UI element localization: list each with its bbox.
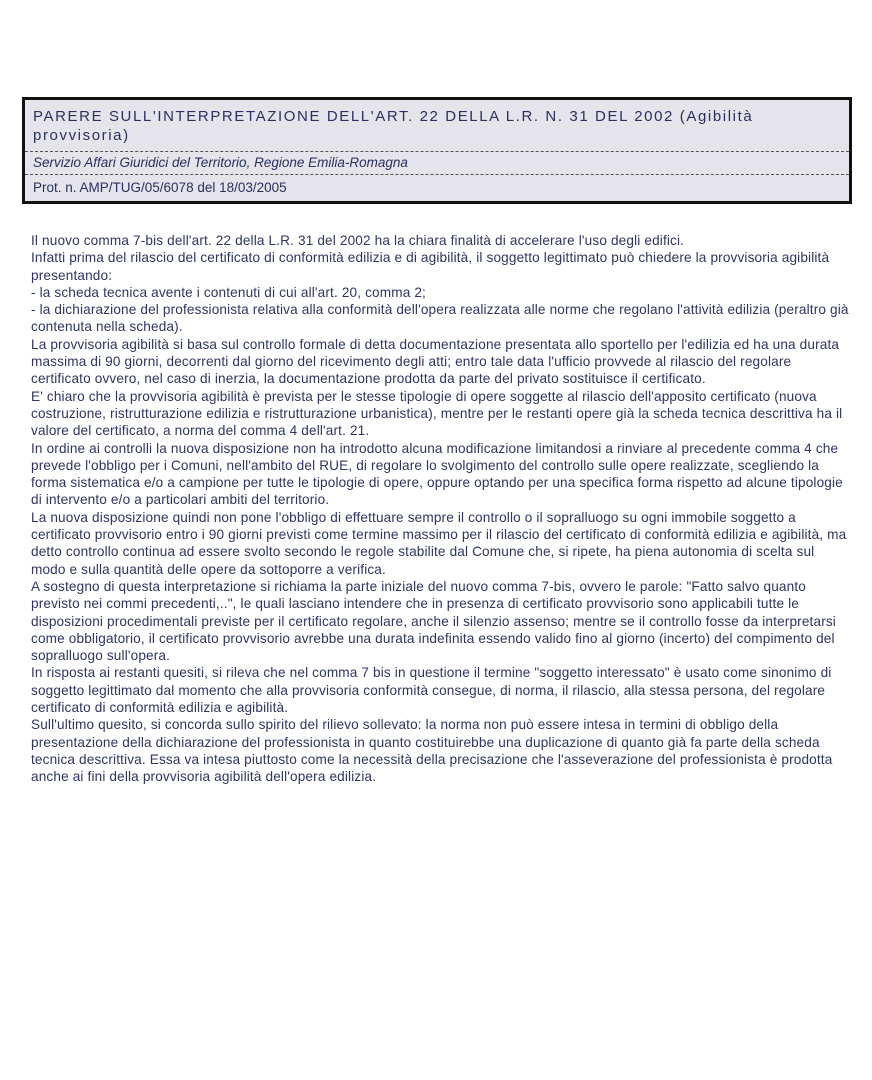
paragraph: Sull'ultimo quesito, si concorda sullo spirito del rilievo sollevato: la norma non può essere intesa in termini di obbligo della presentazione della dichiarazione del professionista in quanto costituirebbe una duplicazione di quanto già fa parte della scheda tecnica descrittiva. Essa va intesa piuttosto come la necessità della precisazione che l'asseverazione del professionista è prodotta anche ai fini della provvisoria agibilità dell'opera edilizia.: [31, 717, 833, 785]
paragraph: In risposta ai restanti quesiti, si rileva che nel comma 7 bis in questione il termine "soggetto interessato" è usato come sinonimo di soggetto legittimato dal momento che alla provvisoria conformità consegue, di norma, il rilascio, alla stessa persona, del regolare certificato di conformità edilizia e agibilità.: [31, 665, 832, 716]
paragraph: Il nuovo comma 7-bis dell'art. 22 della L.R. 31 del 2002 ha la chiara finalità di accelerare l'uso degli edifici.: [31, 233, 685, 248]
paragraph: In ordine ai controlli la nuova disposizione non ha introdotto alcuna modificazione limitandosi a rinviare al precedente comma 4 che prevede l'obbligo per i Comuni, nell'ambito del RUE, di regolare lo svolgimento del controllo sulle opere realizzate, scegliendo la forma sistematica e/o a campione per tutte le tipologie di opere, oppure optando per una specifica forma rispetto ad alcune tipologie di intervento e/o a particolari ambiti del territorio.: [31, 440, 843, 508]
paragraph: E' chiaro che la provvisoria agibilità è prevista per le stesse tipologie di opere soggette al rilascio dell'apposito certificato (nuova costruzione, ristrutturazione edilizia e ristrutturazione urbanistica), mentre per le restanti opere già la scheda tecnica descrittiva ha il valore del certificato, a norma del comma 4 dell'art. 21.: [31, 388, 843, 439]
protocol-number: Prot. n. AMP/TUG/05/6078 del 18/03/2005: [33, 180, 287, 195]
paragraph: La nuova disposizione quindi non pone l'obbligo di effettuare sempre il controllo o il sopralluogo su ogni immobile soggetto a certificato provvisorio entro i 90 giorni previsti come termine massimo per il rilascio del certificato di conformità edilizia e agibilità, ma detto controllo continua ad essere svolto secondo le regole stabilite dal Comune che, si ripete, ha piena autonomia di scelta sul modo e sulla quantità delle opere da sottoporre a verifica.: [31, 509, 847, 577]
list-item: - la scheda tecnica avente i contenuti di cui all'art. 20, comma 2;: [31, 284, 426, 300]
document-title: PARERE SULL'INTERPRETAZIONE DELL'ART. 22 DELLA L.R. N. 31 DEL 2002 (Agibilità provvisoria): [25, 100, 849, 152]
paragraph: Infatti prima del rilascio del certificato di conformità edilizia e di agibilità, il soggetto legittimato può chiedere la provvisoria agibilità presentando:: [31, 250, 830, 283]
paragraph: A sostegno di questa interpretazione si richiama la parte iniziale del nuovo comma 7-bis, ovvero le parole: "Fatto salvo quanto previsto nei commi precedenti,..", le quali lasciano intendere che in presenza di certificato provvisorio sono applicabili tutte le disposizioni procedimentali previste per il certificato regolare, anche il silenzio assenso; mentre se il controllo fosse da interpretarsi come obbligatorio, il certificato provvisorio avrebbe una durata indefinita essendo valido fino al giorno (incerto) del compimento del sopralluogo sull'opera.: [31, 578, 836, 664]
document-body: [31, 232, 851, 786]
list-item: - la dichiarazione del professionista relativa alla conformità dell'opera realizzata alle norme che regolano l'attività edilizia (peraltro già contenuta nella scheda).: [31, 302, 849, 335]
document-header: [22, 97, 852, 204]
issuing-office: Servizio Affari Giuridici del Territorio, Regione Emilia-Romagna: [25, 152, 849, 175]
paragraph: La provvisoria agibilità si basa sul controllo formale di detta documentazione presentata allo sportello per l'edilizia ed ha una durata massima di 90 giorni, decorrenti dal giorno del ricevimento degli atti; entro tale data l'ufficio provvede al rilascio del regolare certificato ovvero, nel caso di inerzia, la documentazione prodotta da parte del privato sostituisce il certificato.: [31, 336, 840, 387]
